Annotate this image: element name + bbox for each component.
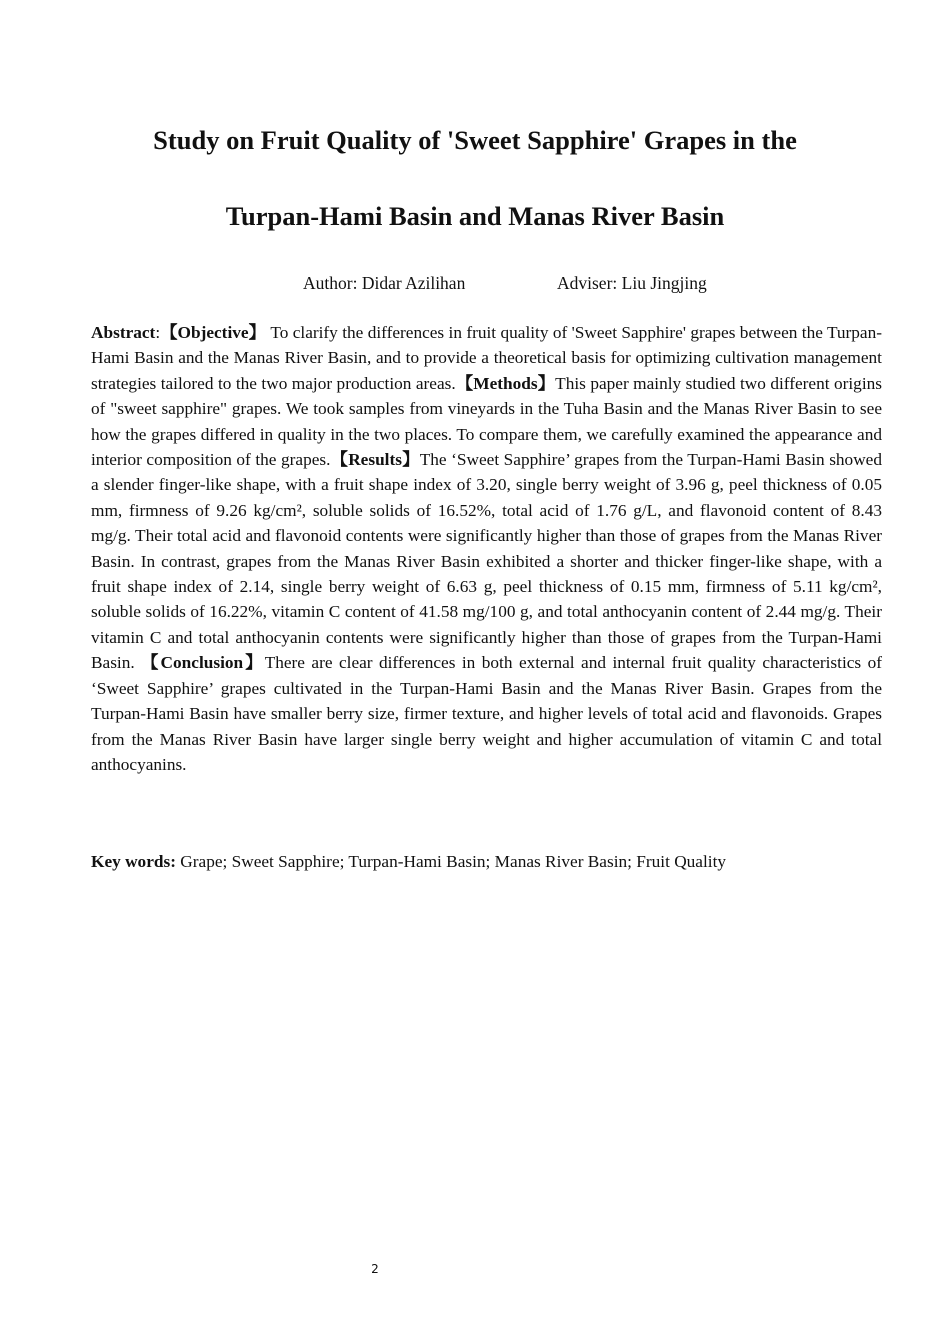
- adviser-name: Adviser: Liu Jingjing: [557, 273, 707, 293]
- results-label: 【Results】: [330, 450, 420, 470]
- results-text: The ‘Sweet Sapphire’ grapes from the Turpan-Hami Basin showed a slender finger-like shape, with a fruit shape index of 3.20, single berry weight of 3.96 g, peel thickness of 0.05 mm, firmness of 9.26 kg/cm², soluble solids of 16.52%, total acid of 1.76 g/L, and flavonoid content of 8.43 mg/g. Their total acid and flavonoid contents were significantly higher than those of grapes from the Manas River Basin. In contrast, grapes from the Manas River Basin exhibited a shorter and thicker finger-like shape, with a fruit shape index of 2.14, single berry weight of 6.63 g, peel thickness of 0.15 mm, firmness of 5.11 kg/cm², soluble solids of 16.22%, vitamin C content of 41.58 mg/100 g, and total anthocyanin content of 2.44 mg/g. Their vitamin C and total anthocyanin contents were significantly higher than those of grapes from the Turpan-Hami Basin.: [91, 450, 882, 673]
- methods-label: 【Methods】: [455, 373, 556, 393]
- title-line-2: Turpan-Hami Basin and Manas River Basin: [225, 201, 725, 231]
- abstract-separator: :: [155, 323, 161, 342]
- page-number: 2: [371, 1262, 379, 1276]
- keywords-label: Key words:: [91, 852, 176, 871]
- objective-label: 【Objective】: [160, 323, 266, 342]
- methods-text: This paper mainly studied two different origins of "sweet sapphire" grapes. We took samples from vineyards in the Tuha Basin and the Manas River Basin to see how the grapes differed in quality in the two places. To compare them, we carefully examined the appearance and interior composition of the grapes.: [91, 373, 882, 470]
- abstract-paragraph: [91, 320, 882, 777]
- abstract-label: Abstract: [91, 323, 156, 342]
- keywords-line: [91, 849, 882, 874]
- keywords-text: Grape; Sweet Sapphire; Turpan-Hami Basin; Manas River Basin; Fruit Quality: [175, 852, 727, 871]
- conclusion-text: There are clear differences in both external and internal fruit quality characteristics of ‘Sweet Sapphire’ grapes cultivated in the Turpan-Hami Basin and the Manas River Basin. Grapes from the Turpan-Hami Basin have smaller berry size, firmer texture, and higher levels of total acid and flavonoids. Grapes from the Manas River Basin have larger single berry weight and higher accumulation of vitamin C and total anthocyanins.: [91, 653, 882, 774]
- title-line-1: Study on Fruit Quality of 'Sweet Sapphire' Grapes in the: [153, 125, 797, 155]
- author-name: Author: Didar Azilihan: [303, 273, 466, 293]
- objective-text: To clarify the differences in fruit quality of 'Sweet Sapphire' grapes between the Turpan-Hami Basin and the Manas River Basin, and to provide a theoretical basis for optimizing cultivation management strategies tailored to the two major production areas.: [91, 323, 883, 393]
- conclusion-label: 【Conclusion】: [141, 653, 265, 673]
